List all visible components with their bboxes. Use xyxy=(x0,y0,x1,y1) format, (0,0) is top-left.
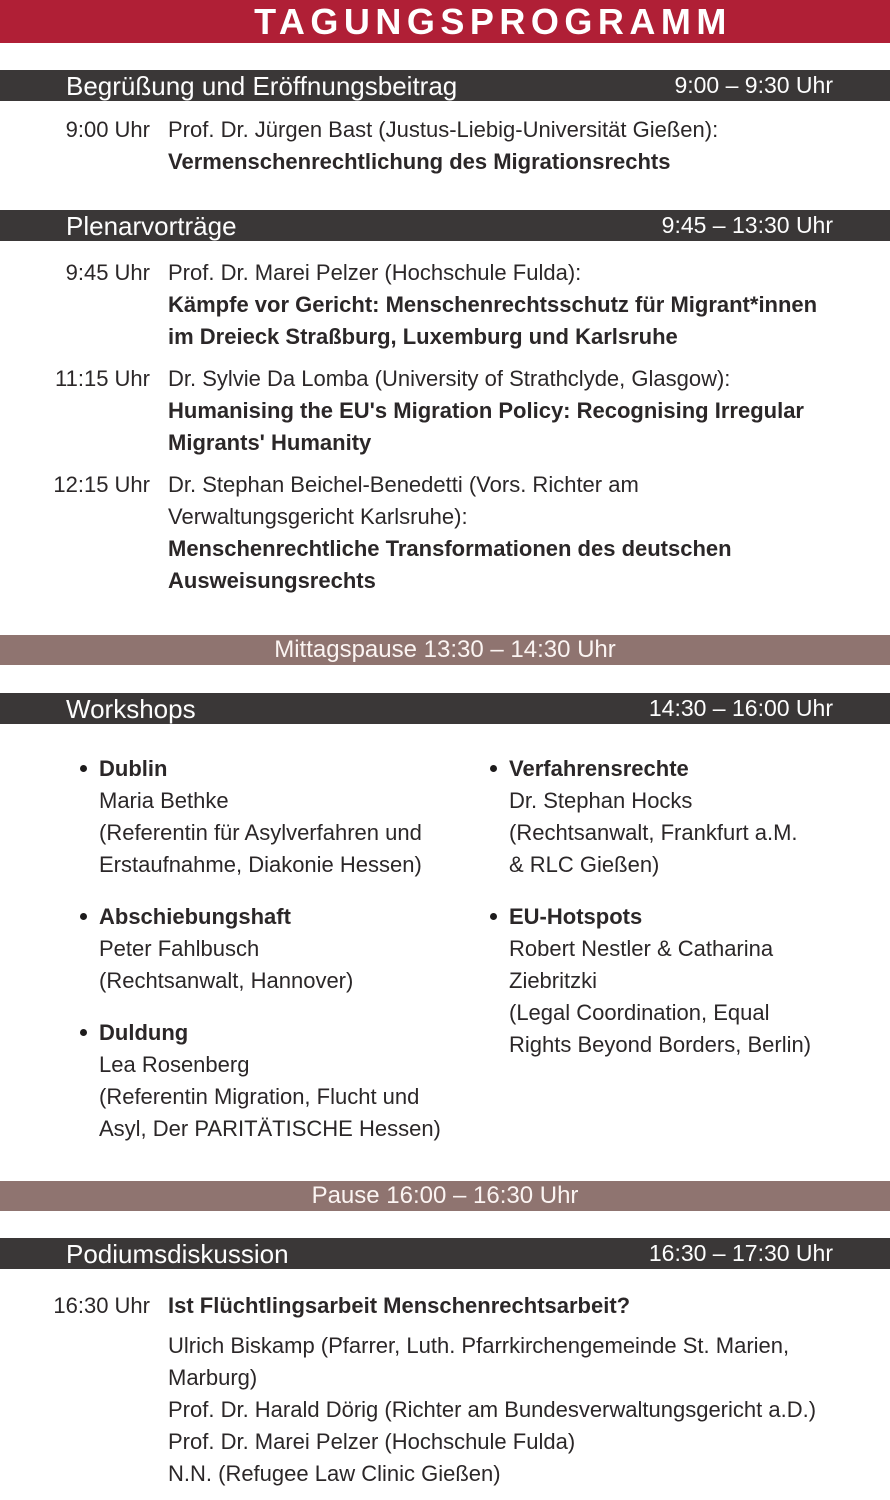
schedule-entry xyxy=(0,469,890,597)
workshop-line: (Rechtsanwalt, Hannover) xyxy=(99,968,354,993)
entry-time: 16:30 Uhr xyxy=(53,1293,150,1318)
workshop-text xyxy=(509,901,811,1061)
workshop-item-eu-hotspots xyxy=(490,901,870,1061)
program-header-bar xyxy=(0,0,890,43)
schedule-entry xyxy=(0,257,890,353)
workshop-columns xyxy=(0,724,890,1145)
workshop-text xyxy=(99,1017,441,1145)
workshop-line: Robert Nestler & Catharina xyxy=(509,936,774,961)
program-title: TAGUNGSPROGRAMM xyxy=(254,0,732,42)
entry-body xyxy=(168,1290,816,1490)
panelist-line: N.N. (Refugee Law Clinic Gießen) xyxy=(168,1461,501,1486)
panelist-list xyxy=(168,1330,816,1490)
workshop-line: Dr. Stephan Hocks xyxy=(509,788,693,813)
workshop-text xyxy=(509,753,798,881)
entry-time: 11:15 Uhr xyxy=(55,366,150,391)
section-bar-plenary xyxy=(0,210,890,241)
bullet-icon xyxy=(80,1029,87,1036)
workshop-line: Lea Rosenberg xyxy=(99,1052,250,1077)
workshop-item-dublin xyxy=(80,753,490,881)
schedule-entry xyxy=(0,363,890,459)
workshop-line: (Legal Coordination, Equal xyxy=(509,1000,770,1025)
plenary-entry-list xyxy=(0,241,890,597)
section-title: Podiumsdiskussion xyxy=(66,1238,289,1269)
entry-body xyxy=(168,469,732,597)
section-time: 16:30 – 17:30 Uhr xyxy=(648,1240,833,1266)
entry-time: 12:15 Uhr xyxy=(53,472,150,497)
workshop-text xyxy=(99,901,353,997)
bullet-icon xyxy=(80,913,87,920)
talk-title-line: Humanising the EU's Migration Policy: Recognising Irregular xyxy=(168,398,804,423)
workshop-line: Maria Bethke xyxy=(99,788,229,813)
break-bar-lunch xyxy=(0,635,890,665)
talk-title-line: Ausweisungsrechts xyxy=(168,568,376,593)
workshop-topic: Duldung xyxy=(99,1020,189,1045)
section-title: Workshops xyxy=(66,693,196,724)
section-time: 9:00 – 9:30 Uhr xyxy=(674,72,833,98)
workshop-item-abschiebungshaft xyxy=(80,901,490,997)
workshop-text xyxy=(99,753,422,881)
talk-title-line: im Dreieck Straßburg, Luxemburg und Karlsruhe xyxy=(168,324,678,349)
bullet-icon xyxy=(80,765,87,772)
workshop-line: & RLC Gießen) xyxy=(509,852,660,877)
workshop-line: (Referentin Migration, Flucht und xyxy=(99,1084,420,1109)
speaker-line: Dr. Stephan Beichel-Benedetti (Vors. Richter am xyxy=(168,472,639,497)
entry-time: 9:00 Uhr xyxy=(65,117,150,142)
speaker-line: Verwaltungsgericht Karlsruhe): xyxy=(168,504,468,529)
entry-body xyxy=(168,363,804,459)
panel-question-line: Ist Flüchtlingsarbeit Menschenrechtsarbeit? xyxy=(168,1293,631,1318)
talk-title-line: Migrants' Humanity xyxy=(168,430,372,455)
workshop-topic: Dublin xyxy=(99,756,168,781)
talk-title-line: Menschenrechtliche Transformationen des deutschen xyxy=(168,536,732,561)
panelist-line: Marburg) xyxy=(168,1365,258,1390)
workshop-line: Rights Beyond Borders, Berlin) xyxy=(509,1032,812,1057)
workshop-line: Erstaufnahme, Diakonie Hessen) xyxy=(99,852,422,877)
section-time: 14:30 – 16:00 Uhr xyxy=(648,695,833,721)
workshop-line: (Rechtsanwalt, Frankfurt a.M. xyxy=(509,820,798,845)
schedule-entry xyxy=(0,101,890,178)
workshop-topic: Abschiebungshaft xyxy=(99,904,291,929)
section-bar-podiumsdiskussion xyxy=(0,1238,890,1269)
workshop-topic: Verfahrensrechte xyxy=(509,756,689,781)
section-bar-workshops xyxy=(0,693,890,724)
section-bar-opening xyxy=(0,70,890,101)
entry-body xyxy=(168,257,817,353)
schedule-entry xyxy=(0,1269,890,1490)
workshop-line: Peter Fahlbusch xyxy=(99,936,260,961)
panelist-line: Prof. Dr. Marei Pelzer (Hochschule Fulda) xyxy=(168,1429,576,1454)
section-title: Begrüßung und Eröffnungsbeitrag xyxy=(66,70,458,101)
section-time: 9:45 – 13:30 Uhr xyxy=(661,212,833,238)
workshop-line: (Referentin für Asylverfahren und xyxy=(99,820,422,845)
section-title: Plenarvorträge xyxy=(66,210,237,241)
workshop-item-duldung xyxy=(80,1017,490,1145)
break-label: Mittagspause 13:30 – 14:30 Uhr xyxy=(274,636,616,663)
workshop-column-right xyxy=(490,753,870,1145)
speaker-line: Dr. Sylvie Da Lomba (University of Strathclyde, Glasgow): xyxy=(168,366,731,391)
speaker-line: Prof. Dr. Marei Pelzer (Hochschule Fulda): xyxy=(168,260,582,285)
workshop-topic: EU-Hotspots xyxy=(509,904,643,929)
break-label: Pause 16:00 – 16:30 Uhr xyxy=(311,1182,579,1209)
workshop-line: Asyl, Der PARITÄTISCHE Hessen) xyxy=(99,1116,441,1141)
workshop-column-left xyxy=(80,753,490,1145)
talk-title-line: Kämpfe vor Gericht: Menschenrechtsschutz für Migrant*innen xyxy=(168,292,818,317)
speaker-line: Prof. Dr. Jürgen Bast (Justus-Liebig-Universität Gießen): xyxy=(168,117,719,142)
bullet-icon xyxy=(490,765,497,772)
break-bar-pause xyxy=(0,1181,890,1211)
talk-title-line: Vermenschenrechtlichung des Migrationsrechts xyxy=(168,149,671,174)
panelist-line: Prof. Dr. Harald Dörig (Richter am Bundesverwaltungsgericht a.D.) xyxy=(168,1397,817,1422)
workshop-item-verfahrensrechte xyxy=(490,753,870,881)
panelist-line: Ulrich Biskamp (Pfarrer, Luth. Pfarrkirchengemeinde St. Marien, xyxy=(168,1333,790,1358)
entry-time: 9:45 Uhr xyxy=(65,260,150,285)
workshop-line: Ziebritzki xyxy=(509,968,598,993)
entry-body xyxy=(168,114,718,178)
bullet-icon xyxy=(490,913,497,920)
